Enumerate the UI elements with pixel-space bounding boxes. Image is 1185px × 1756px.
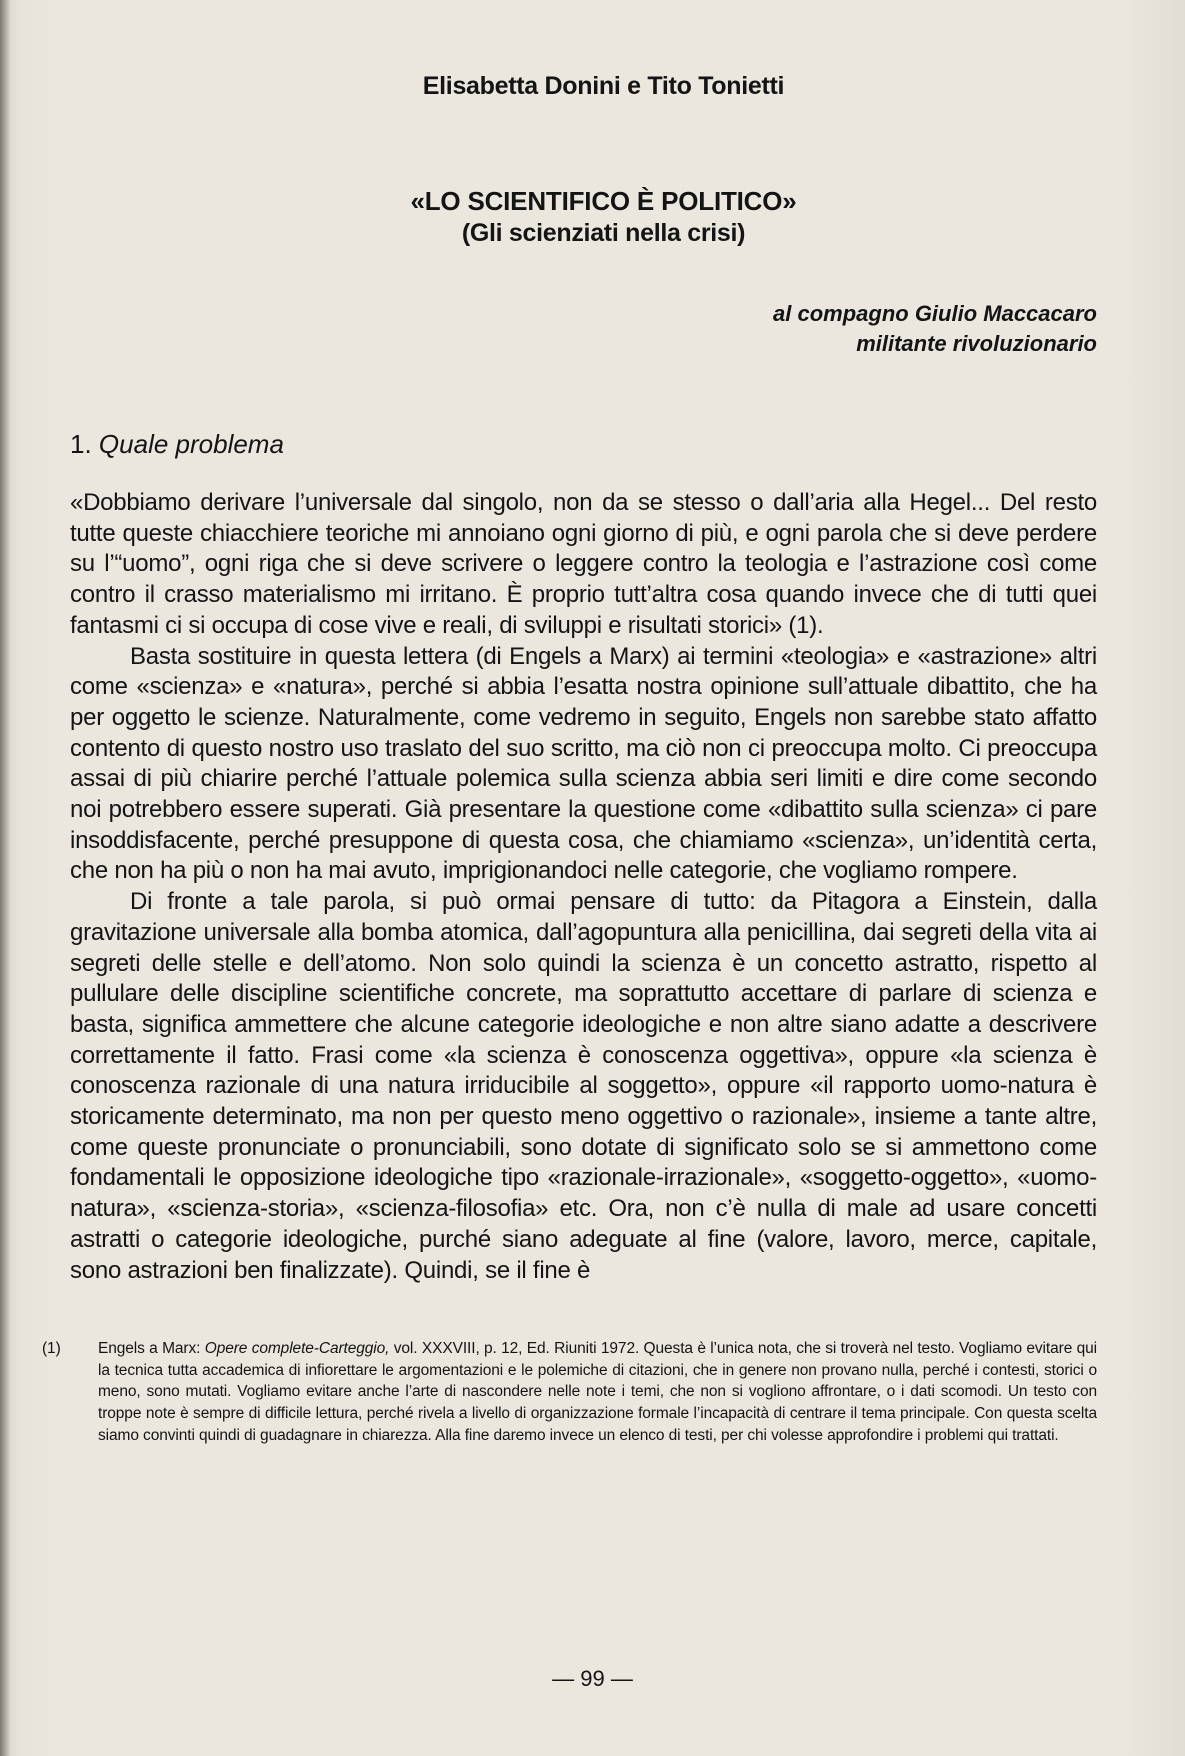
footnote-lead: Engels a Marx:: [98, 1340, 201, 1358]
page-content: [42, 72, 1097, 1446]
spine-shadow: [0, 0, 10, 1756]
footnote-text: vol. XXXVIII, p. 12, Ed. Riuniti 1972. Questa è l’unica nota, che si troverà nel testo. Vogliamo evitare qui la tecnica tutta accademica di infiorettare le argomentazioni e le polemiche di citazioni, che in genere non provano nulla, perché i contesti, storici o meno, sono mutati. Vogliamo evitare anche l’arte di nascondere nelle note i temi, che non si vogliono affrontare, o i dati scomodi. Un testo con troppe note è sempre di difficile lettura, perché rivela a livello di organizzazione formale l’incapacità di centrare il tema principale. Con questa scelta siamo convinti quindi di guadagnare in chiarezza. Alla fine daremo invece un elenco di testi, per chi volesse approfondire i problemi qui trattati.: [98, 1340, 1097, 1444]
dedication-line-1: al compagno Giulio Maccacaro: [773, 301, 1097, 326]
footnote-mark: (1): [42, 1340, 61, 1358]
footnote: [42, 1338, 1097, 1446]
author-line: Elisabetta Donini e Tito Tonietti: [422, 72, 785, 100]
section-title: Quale problema: [98, 429, 284, 459]
footnote-work-title: Opere complete-Carteggio,: [204, 1340, 390, 1358]
paragraph: Basta sostituire in questa lettera (di Engels a Marx) ai termini «teologia» e «astrazione» altri come «scienza» e «natura», perché si abbia l’esatta nostra opinione sull’attuale dibattito, che ha per oggetto le scienze. Naturalmente, come vedremo in seguito, Engels non sarebbe stato affatto contento di questo nostro uso traslato del suo scritto, ma ciò non ci preoccupa molto. Ci preoccupa assai di più chiarire perché l’attuale polemica sulla scienza abbia seri limiti e dire come secondo noi potrebbero essere superati. Già presentare la questione come «dibattito sulla scienza» ci pare insoddisfacente, perché presuppone di questa cosa, che chiamiamo «scienza», un’identità certa, che non ha più o non ha mai avuto, imprigionandoci nelle categorie, che vogliamo rompere.: [70, 642, 1097, 885]
title-subtitle: (Gli scienziati nella crisi): [461, 219, 746, 247]
section-heading: [70, 429, 1097, 460]
dedication-line-2: militante rivoluzionario: [856, 331, 1097, 356]
paragraph: Di fronte a tale parola, si può ormai pensare di tutto: da Pitagora a Einstein, dalla gravitazione universale alla bomba atomica, dall’agopuntura alla penicillina, dai segreti della vita ai segreti delle stelle e dell’atomo. Non solo quindi la scienza è un concetto astratto, rispetto al pullulare delle discipline scientifiche concrete, ma soprattutto accettare di parlare di scienza e basta, significa ammettere che alcune categorie ideologiche e non altre siano adatte a descrivere correttamente il fatto. Frasi come «la scienza è conoscenza oggettiva», oppure «la scienza è conoscenza razionale di una natura irriducibile al soggetto», oppure «il rapporto uomo-natura è storicamente determinato, ma non per questo meno oggettivo o razionale», insieme a tante altre, come queste pronunciate o pronunciabili, sono dotate di significato solo se si ammettono come fondamentali le opposizione ideologiche tipo «razionale-irrazionale», «soggetto-oggetto», «uomo- natura», «scienza-storia», «scienza-filosofia» etc. Ora, non c’è nulla di male ad usare concetti astratti o categorie ideologiche, purché siano adeguate al fine (valore, lavoro, merce, capitale, sono astrazioni ben finalizzate). Quindi, se il fine è: [70, 888, 1097, 1284]
dedication: [70, 299, 1097, 359]
paragraph: «Dobbiamo derivare l’universale dal singolo, non da se stesso o dall’aria alla Hegel... Del resto tutte queste chiacchiere teoriche mi annoiano ogni giorno di più, e ogni parola che si deve perdere su l’“uomo”, ogni riga che si deve scrivere o leggere contro la teologia e l’astrazione così come contro il crasso materialismo mi irritano. È proprio tutt’altra cosa quando invece che di tutti quei fantasmi ci si occupa di cose vive e reali, di sviluppi e risultati storici» (1).: [70, 489, 1097, 639]
page-number: — 99 —: [552, 1666, 633, 1691]
footnote-body: [42, 1338, 1097, 1446]
title-main: «LO SCIENTIFICO È POLITICO»: [410, 186, 797, 216]
section-number: 1.: [70, 429, 92, 459]
body-text: [70, 488, 1097, 1286]
article-title: [70, 185, 1097, 249]
